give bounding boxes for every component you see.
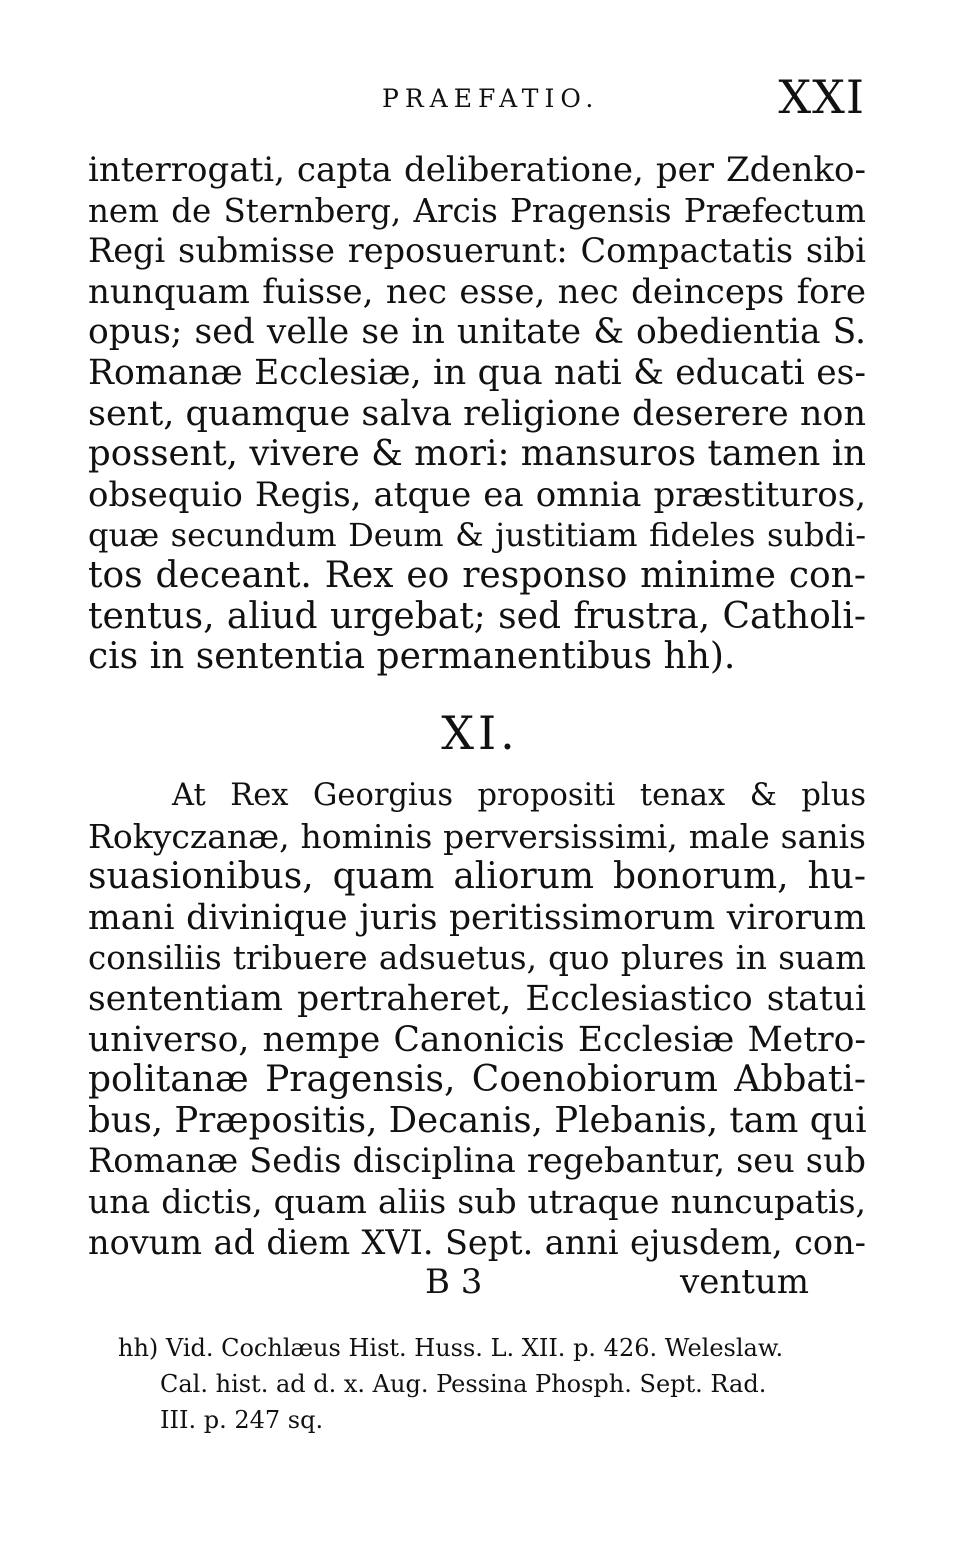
text-line: mani divinique juris peritissimorum virorum: [88, 897, 866, 938]
text-line: politanæ Pragensis, Coenobiorum Abbati-: [88, 1059, 866, 1101]
text-line: quæ secundum Deum & justitiam fideles subdi-: [88, 516, 866, 555]
page-number: XXI: [778, 70, 865, 124]
page-foot: [0, 1262, 960, 1302]
text-line: At Rex Georgius propositi tenax & plus: [172, 778, 866, 813]
text-line: Romanæ Sedis disciplina regebantur, seu sub: [88, 1141, 866, 1181]
text-line: tentus, aliud urgebat; sed frustra, Catholi-: [88, 595, 866, 637]
text-line: cis in sententia permanentibus hh).: [88, 636, 736, 678]
text-line: tos deceant. Rex eo responso minime con-: [88, 554, 866, 596]
text-line: opus; sed velle se in unitate & obedientia S.: [88, 312, 866, 353]
text-line: nunquam fuisse, nec esse, nec deinceps fore: [88, 271, 866, 312]
paragraph-section-xi: [88, 776, 866, 1263]
footnote-line: hh) Vid. Cochlæus Hist. Huss. L. XII. p. 426. Weleslaw.: [118, 1334, 784, 1362]
text-line: universo, nempe Canonicis Ecclesiæ Metro-: [88, 1019, 866, 1060]
text-line: sent, quamque salva religione deserere non: [88, 393, 866, 434]
signature-mark: B 3: [425, 1262, 483, 1302]
text-line: sententiam pertraheret, Ecclesiastico statui: [88, 978, 866, 1019]
text-line: possent, vivere & mori: mansuros tamen in: [88, 433, 866, 475]
text-line: Rokyczanæ, hominis perversissimi, male sanis: [88, 816, 866, 856]
running-title: PRAEFATIO.: [382, 84, 600, 113]
text-line: Regi submisse reposuerunt: Compactatis sibi: [88, 231, 866, 271]
text-line: bus, Præpositis, Decanis, Plebanis, tam qui: [88, 1099, 867, 1141]
footnotes: [118, 1330, 868, 1438]
text-line: obsequio Regis, atque ea omnia præstituros,: [88, 474, 866, 515]
text-line: una dictis, quam aliis sub utraque nuncupatis,: [88, 1181, 866, 1221]
text-line: suasionibus, quam aliorum bonorum, hu-: [88, 856, 866, 898]
text-line: interrogati, capta deliberatione, per Zdenko-: [88, 150, 866, 190]
catchword: ventum: [680, 1262, 810, 1302]
paragraph-continued: [88, 150, 866, 678]
text-line: Romanæ Ecclesiæ, in qua nati & educati es-: [88, 352, 866, 393]
text-line: novum ad diem XVI. Sept. anni ejusdem, con-: [88, 1222, 866, 1262]
running-head: [0, 70, 960, 130]
footnote-line: III. p. 247 sq.: [160, 1406, 324, 1434]
text-line: nem de Sternberg, Arcis Pragensis Præfectum: [88, 191, 866, 230]
text-line: consiliis tribuere adsuetus, quo plures in suam: [88, 939, 866, 978]
section-heading: XI.: [441, 706, 519, 760]
footnote-line: Cal. hist. ad d. x. Aug. Pessina Phosph. Sept. Rad.: [160, 1370, 767, 1398]
